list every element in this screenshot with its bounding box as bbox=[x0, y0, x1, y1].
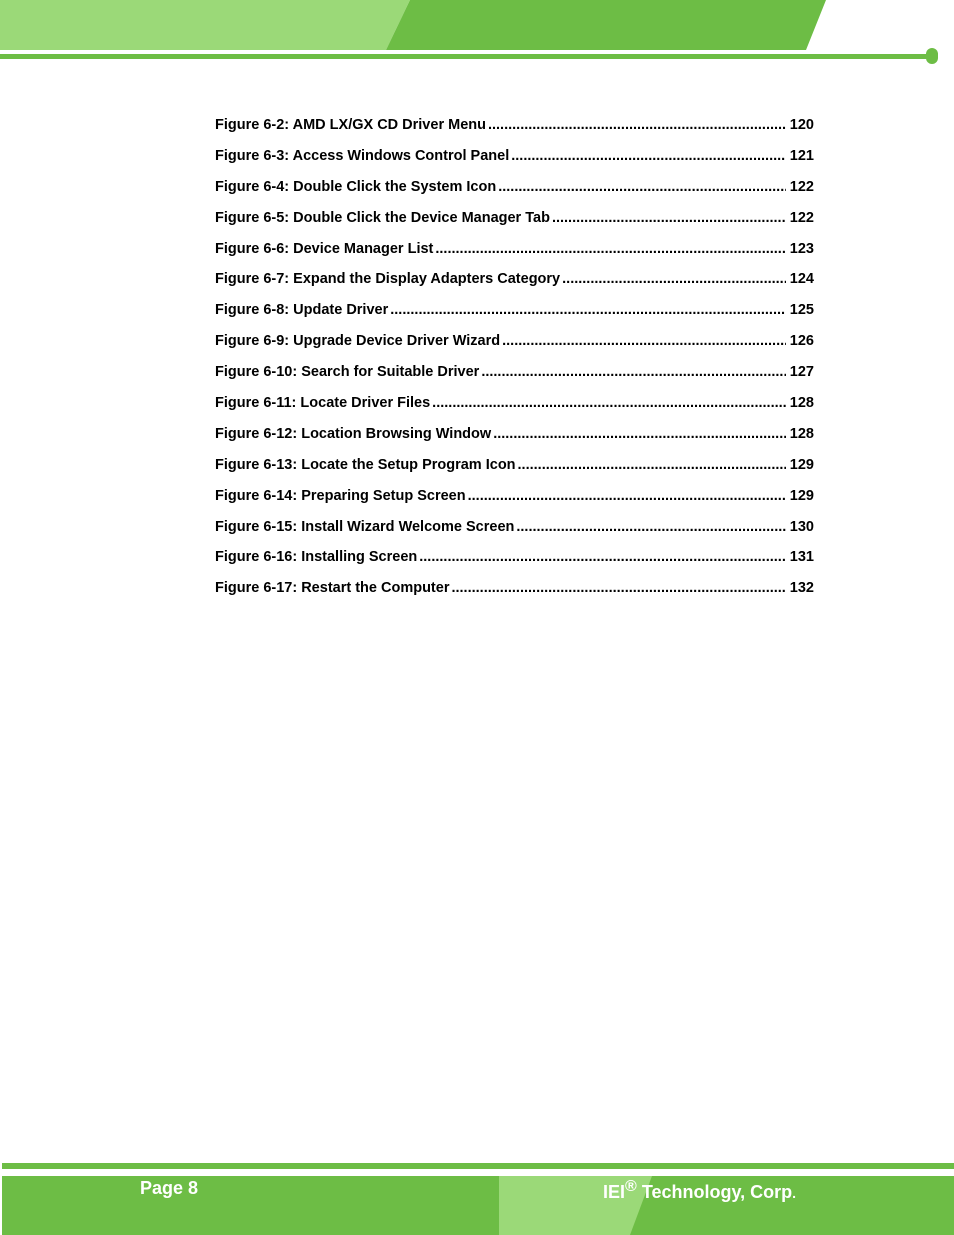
company-name bbox=[603, 1178, 797, 1203]
toc-entry-title: Figure 6-15: Install Wizard Welcome Screen bbox=[215, 518, 515, 535]
toc-entry[interactable] bbox=[215, 333, 814, 364]
toc-dot-leader bbox=[562, 271, 786, 287]
toc-dot-leader bbox=[493, 426, 786, 442]
footer-rule bbox=[2, 1163, 954, 1169]
toc-dot-leader bbox=[511, 148, 786, 164]
brand-suffix: Technology, Corp bbox=[636, 1182, 793, 1202]
toc-dot-leader bbox=[390, 302, 786, 318]
toc-entry-page: 121 bbox=[789, 147, 814, 164]
toc-entry-title: Figure 6-10: Search for Suitable Driver bbox=[215, 364, 480, 381]
toc-entry[interactable] bbox=[215, 210, 814, 241]
toc-entry-page: 131 bbox=[789, 549, 814, 566]
toc-entry-page: 129 bbox=[789, 456, 814, 473]
toc-dot-leader bbox=[419, 549, 786, 565]
toc-entry-page: 122 bbox=[789, 209, 814, 226]
toc-entry[interactable] bbox=[215, 457, 814, 488]
toc-dot-leader bbox=[468, 488, 786, 504]
toc-entry[interactable] bbox=[215, 241, 814, 272]
toc-entry[interactable] bbox=[215, 488, 814, 519]
registered-mark: ® bbox=[625, 1178, 637, 1195]
toc-entry[interactable] bbox=[215, 148, 814, 179]
toc-entry[interactable] bbox=[215, 302, 814, 333]
toc-entry-title: Figure 6-4: Double Click the System Icon bbox=[215, 178, 497, 195]
toc-entry-title: Figure 6-17: Restart the Computer bbox=[215, 580, 450, 597]
toc-entry-page: 124 bbox=[789, 271, 814, 288]
toc-entry-title: Figure 6-6: Device Manager List bbox=[215, 240, 434, 257]
toc-dot-leader bbox=[435, 241, 785, 257]
toc-entry-page: 128 bbox=[789, 395, 814, 412]
toc-entry[interactable] bbox=[215, 549, 814, 580]
toc-entry-page: 126 bbox=[789, 333, 814, 350]
brand-dot: . bbox=[792, 1185, 797, 1201]
toc-dot-leader bbox=[498, 179, 786, 195]
toc-entry-title: Figure 6-9: Upgrade Device Driver Wizard bbox=[215, 333, 501, 350]
toc-entry-page: 132 bbox=[789, 580, 814, 597]
toc-entry-page: 120 bbox=[789, 117, 814, 133]
toc-dot-leader bbox=[552, 210, 786, 226]
toc-entry-title: Figure 6-16: Installing Screen bbox=[215, 549, 418, 566]
toc-entry-page: 127 bbox=[789, 364, 814, 381]
header-rule-end bbox=[926, 48, 938, 64]
toc-entry-title: Figure 6-3: Access Windows Control Panel bbox=[215, 147, 510, 164]
toc-entry-page: 123 bbox=[789, 240, 814, 257]
toc-entry-page: 130 bbox=[789, 518, 814, 535]
header-rule bbox=[0, 54, 932, 59]
toc-dot-leader bbox=[502, 333, 786, 349]
toc-entry[interactable] bbox=[215, 271, 814, 302]
toc-entry[interactable] bbox=[215, 179, 814, 210]
toc-entry-title: Figure 6-11: Locate Driver Files bbox=[215, 395, 431, 412]
toc-entry[interactable] bbox=[215, 580, 814, 611]
toc-entry-title: Figure 6-7: Expand the Display Adapters Category bbox=[215, 271, 561, 288]
toc-entry-title: Figure 6-14: Preparing Setup Screen bbox=[215, 487, 466, 504]
brand-name: IEI bbox=[603, 1182, 626, 1202]
toc-entry-page: 125 bbox=[789, 302, 814, 319]
toc-entry[interactable] bbox=[215, 519, 814, 550]
toc-dot-leader bbox=[488, 117, 786, 133]
toc-entry-page: 128 bbox=[789, 425, 814, 442]
toc-dot-leader bbox=[516, 519, 785, 535]
header-band bbox=[0, 0, 954, 52]
toc-entry-title: Figure 6-8: Update Driver bbox=[215, 302, 389, 319]
toc-entry-title: Figure 6-12: Location Browsing Window bbox=[215, 425, 492, 442]
toc-entry-title: Figure 6-2: AMD LX/GX CD Driver Menu bbox=[215, 117, 486, 133]
toc-entry-title: Figure 6-13: Locate the Setup Program Icon bbox=[215, 456, 516, 473]
page-number: Page 8 bbox=[140, 1178, 199, 1198]
toc-dot-leader bbox=[451, 580, 785, 596]
toc-entry-title: Figure 6-5: Double Click the Device Manager Tab bbox=[215, 209, 550, 226]
toc-entry[interactable] bbox=[215, 426, 814, 457]
toc-dot-leader bbox=[432, 395, 786, 411]
toc-entry-page: 122 bbox=[789, 178, 814, 195]
toc-entry-page: 129 bbox=[789, 487, 814, 504]
toc-dot-leader bbox=[518, 457, 786, 473]
toc-entry[interactable] bbox=[215, 395, 814, 426]
list-of-figures bbox=[215, 117, 814, 611]
toc-entry[interactable] bbox=[215, 364, 814, 395]
toc-entry[interactable] bbox=[215, 117, 814, 148]
toc-dot-leader bbox=[481, 364, 785, 380]
